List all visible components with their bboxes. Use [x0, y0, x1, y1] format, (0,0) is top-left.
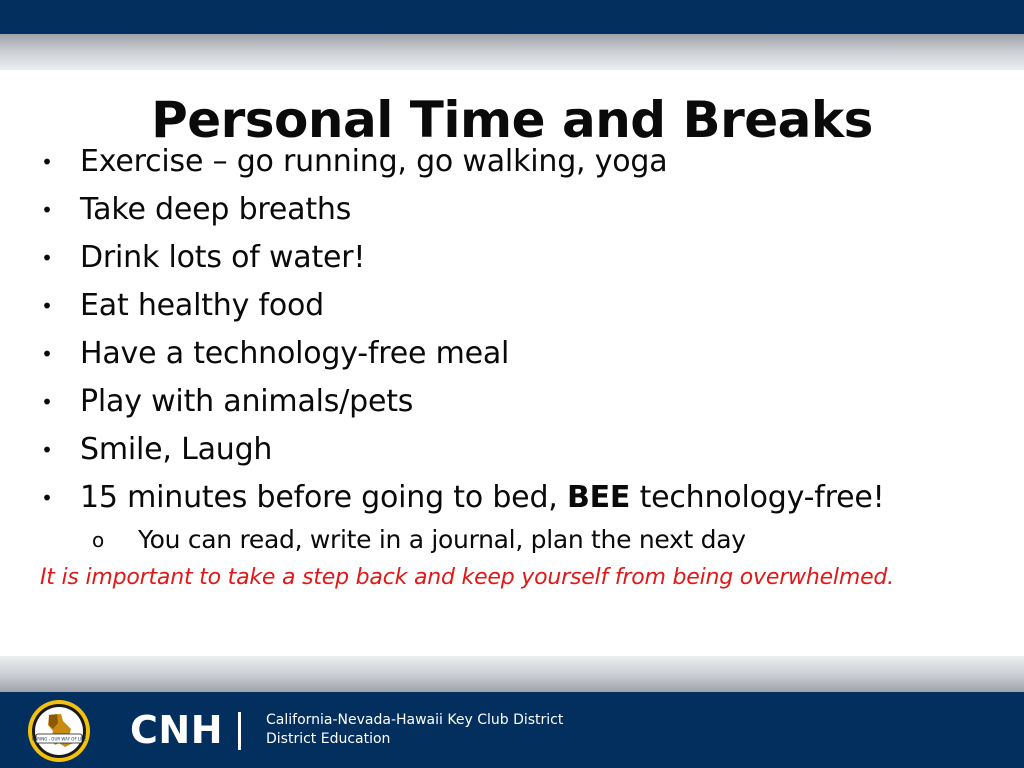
bullet-marker: •	[41, 246, 53, 270]
list-item	[0, 330, 1024, 378]
bullet-marker: •	[41, 342, 53, 366]
footer	[0, 692, 1024, 768]
brand-wordmark: CNH	[130, 708, 223, 752]
emphasis-note: It is important to take a step back and keep yourself from being overwhelmed.	[40, 565, 894, 590]
header-gradient	[0, 34, 1024, 70]
sub-bullet-marker: o	[92, 528, 105, 552]
org-department: District Education	[266, 731, 391, 747]
bullet-text-part: 15 minutes before going to bed,	[80, 480, 567, 515]
bullet-marker: •	[41, 150, 53, 174]
bullet-text: Play with animals/pets	[80, 384, 414, 419]
bullet-marker: •	[41, 438, 53, 462]
org-name: California-Nevada-Hawaii Key Club District	[266, 712, 564, 728]
key-club-logo-icon	[27, 699, 91, 763]
list-item	[0, 378, 1024, 426]
bullet-text: Have a technology-free meal	[80, 336, 510, 371]
list-item	[0, 474, 1024, 522]
list-item	[0, 186, 1024, 234]
sub-bullet-text: You can read, write in a journal, plan the next day	[138, 525, 746, 554]
bullet-text: Eat healthy food	[80, 288, 325, 323]
bullet-text: Drink lots of water!	[80, 240, 366, 275]
bullet-marker: •	[41, 294, 53, 318]
bullet-text: Exercise – go running, go walking, yoga	[80, 144, 668, 179]
key-club-logo	[27, 699, 91, 763]
footer-divider	[238, 712, 241, 750]
header-band	[0, 0, 1024, 34]
sub-list-item	[0, 522, 1024, 558]
slide-title: Personal Time and Breaks	[151, 91, 873, 149]
list-item	[0, 282, 1024, 330]
bullet-text: Take deep breaths	[80, 192, 352, 227]
bullet-marker: •	[41, 198, 53, 222]
bee-emphasis: BEE	[566, 480, 631, 515]
list-item	[0, 426, 1024, 474]
bullet-text-part: technology-free!	[630, 480, 885, 515]
footer-gradient	[0, 656, 1024, 692]
bullet-text-bee	[80, 474, 884, 522]
bullet-marker: •	[41, 486, 53, 510]
bullet-marker: •	[41, 390, 53, 414]
list-item	[0, 234, 1024, 282]
list-item	[0, 138, 1024, 186]
bullet-text: Smile, Laugh	[80, 432, 273, 467]
logo-text: CARING - OUR WAY OF LIFE	[31, 736, 87, 742]
